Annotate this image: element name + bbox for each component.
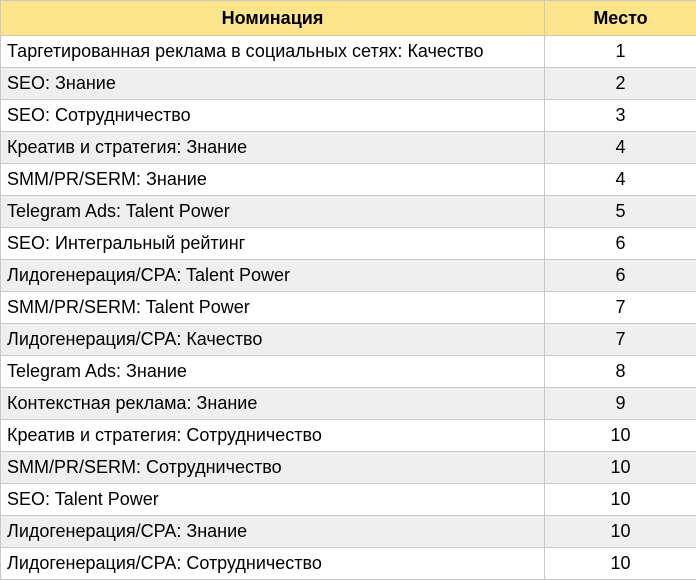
nomination-cell: SEO: Знание bbox=[1, 68, 545, 100]
nomination-cell: SMM/PR/SERM: Знание bbox=[1, 164, 545, 196]
table-row bbox=[1, 260, 696, 292]
table-row bbox=[1, 68, 696, 100]
nomination-cell: SEO: Сотрудничество bbox=[1, 100, 545, 132]
nomination-cell: Контекстная реклама: Знание bbox=[1, 388, 545, 420]
place-cell: 4 bbox=[545, 164, 696, 196]
place-cell: 9 bbox=[545, 388, 696, 420]
nomination-cell: SEO: Интегральный рейтинг bbox=[1, 228, 545, 260]
table-row bbox=[1, 164, 696, 196]
nomination-cell: Креатив и стратегия: Знание bbox=[1, 132, 545, 164]
nomination-cell: Лидогенерация/CPA: Сотрудничество bbox=[1, 548, 545, 580]
table-row bbox=[1, 548, 696, 580]
table-row bbox=[1, 100, 696, 132]
place-cell: 10 bbox=[545, 484, 696, 516]
table-row bbox=[1, 228, 696, 260]
place-cell: 10 bbox=[545, 516, 696, 548]
header-place: Место bbox=[545, 1, 696, 36]
nomination-cell: SMM/PR/SERM: Talent Power bbox=[1, 292, 545, 324]
nomination-cell: SEO: Talent Power bbox=[1, 484, 545, 516]
place-cell: 1 bbox=[545, 36, 696, 68]
nomination-cell: Креатив и стратегия: Сотрудничество bbox=[1, 420, 545, 452]
place-cell: 6 bbox=[545, 260, 696, 292]
table-row bbox=[1, 36, 696, 68]
nomination-cell: Лидогенерация/CPA: Знание bbox=[1, 516, 545, 548]
nomination-cell: Лидогенерация/CPA: Качество bbox=[1, 324, 545, 356]
table-row bbox=[1, 420, 696, 452]
table-row bbox=[1, 388, 696, 420]
nomination-cell: Telegram Ads: Знание bbox=[1, 356, 545, 388]
place-cell: 10 bbox=[545, 420, 696, 452]
nomination-cell: Лидогенерация/CPA: Talent Power bbox=[1, 260, 545, 292]
nomination-cell: Telegram Ads: Talent Power bbox=[1, 196, 545, 228]
table-row bbox=[1, 356, 696, 388]
place-cell: 7 bbox=[545, 292, 696, 324]
place-cell: 10 bbox=[545, 548, 696, 580]
nomination-cell: Таргетированная реклама в социальных сетях: Качество bbox=[1, 36, 545, 68]
header-row bbox=[1, 1, 696, 36]
place-cell: 5 bbox=[545, 196, 696, 228]
place-cell: 6 bbox=[545, 228, 696, 260]
place-cell: 3 bbox=[545, 100, 696, 132]
place-cell: 7 bbox=[545, 324, 696, 356]
table-row bbox=[1, 484, 696, 516]
table-body bbox=[1, 36, 696, 580]
table-header bbox=[1, 1, 696, 36]
table-row bbox=[1, 132, 696, 164]
place-cell: 4 bbox=[545, 132, 696, 164]
table-row bbox=[1, 196, 696, 228]
header-nomination: Номинация bbox=[1, 1, 545, 36]
place-cell: 2 bbox=[545, 68, 696, 100]
table-row bbox=[1, 516, 696, 548]
nomination-cell: SMM/PR/SERM: Сотрудничество bbox=[1, 452, 545, 484]
place-cell: 10 bbox=[545, 452, 696, 484]
table-row bbox=[1, 452, 696, 484]
table-row bbox=[1, 292, 696, 324]
table-row bbox=[1, 324, 696, 356]
place-cell: 8 bbox=[545, 356, 696, 388]
